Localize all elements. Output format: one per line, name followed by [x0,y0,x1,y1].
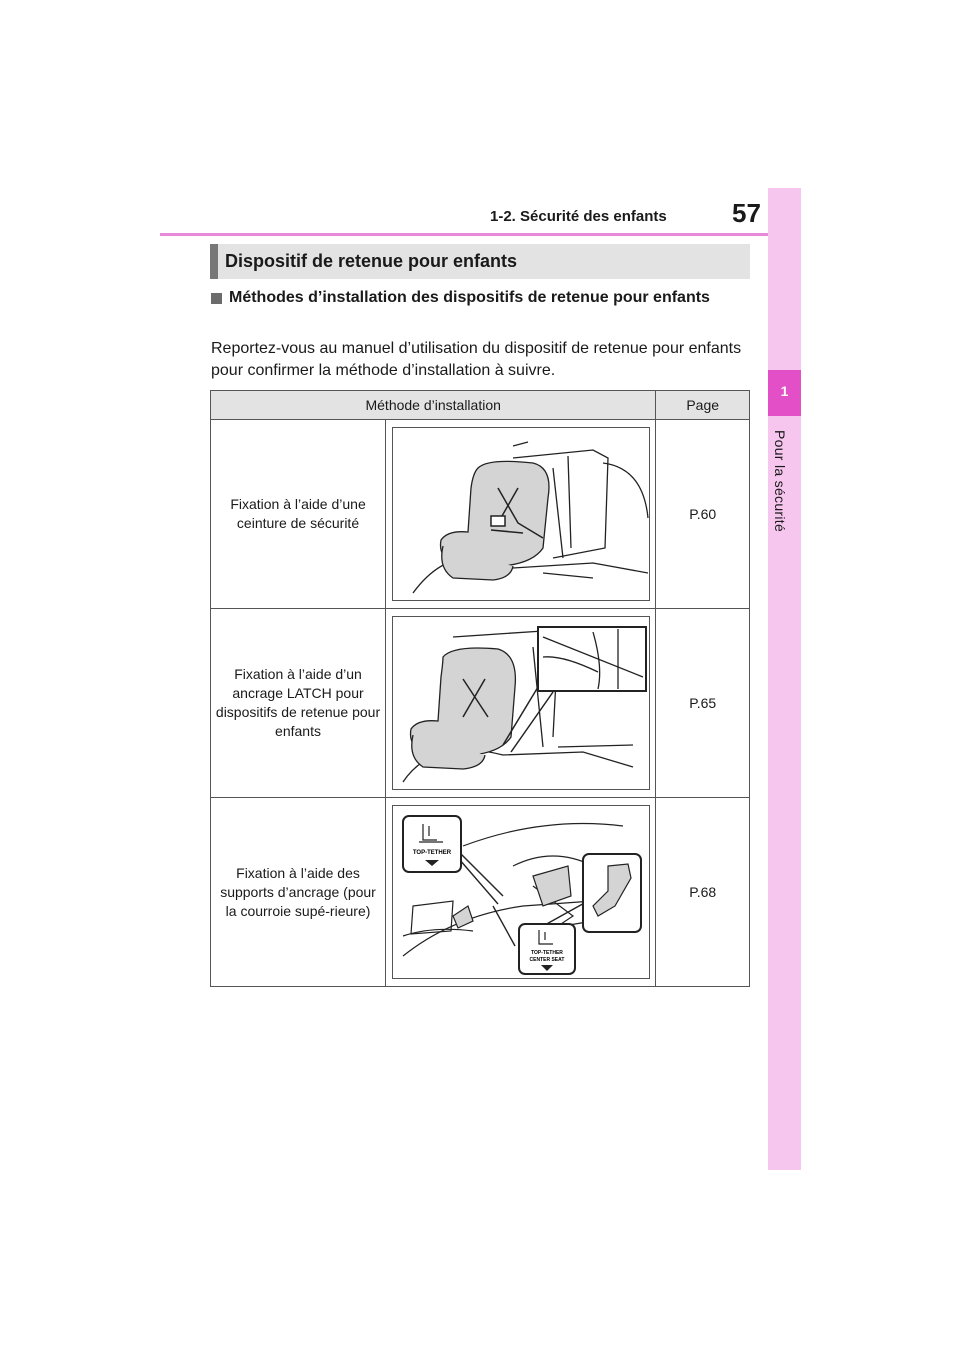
top-tether-label: TOP-TETHER [412,850,451,856]
page-number: 57 [732,198,761,228]
page-cell: P.65 [656,609,750,798]
table-header-row [211,391,750,420]
subsection-title: Méthodes d’installation des dispositifs de retenue pour enfants [229,289,710,306]
latch-install-illustration [392,616,650,790]
top-tether-center-label-line1: TOP-TETHER [530,950,563,956]
table-row [211,420,750,609]
method-cell: Fixation à l’aide d’un ancrage LATCH pour dispositifs de retenue pour enfants [211,609,386,798]
running-header-section: 1-2. Sécurité des enfants [490,208,667,225]
chapter-label: Pour la sécurité [772,430,788,533]
chapter-number: 1 [780,383,789,399]
chapter-side-tab [768,188,801,1170]
page-cell: P.68 [656,798,750,987]
illustration-cell [386,609,656,798]
header-rule [160,233,768,236]
column-header-page: Page [656,391,750,420]
seat-belt-install-illustration [392,427,650,601]
illustration-cell [386,420,656,609]
subsection-bullet-icon [211,293,222,304]
top-tether-install-illustration [392,805,650,979]
illustration-cell [386,798,656,987]
method-cell: Fixation à l’aide des supports d’ancrage (pour la courroie supé-rieure) [211,798,386,987]
method-cell: Fixation à l’aide d’une ceinture de sécurité [211,420,386,609]
page-cell: P.60 [656,420,750,609]
table-row [211,609,750,798]
body-paragraph: Reportez-vous au manuel d’utilisation du dispositif de retenue pour enfants pour confirmer la méthode d’installation à suivre. [211,340,742,379]
top-tether-center-label-line2: CENTER SEAT [529,957,565,963]
table-row [211,798,750,987]
section-title: Dispositif de retenue pour enfants [225,251,518,271]
column-header-method: Méthode d’installation [211,391,656,420]
section-heading-bar [210,244,218,279]
installation-methods-table [210,390,750,987]
